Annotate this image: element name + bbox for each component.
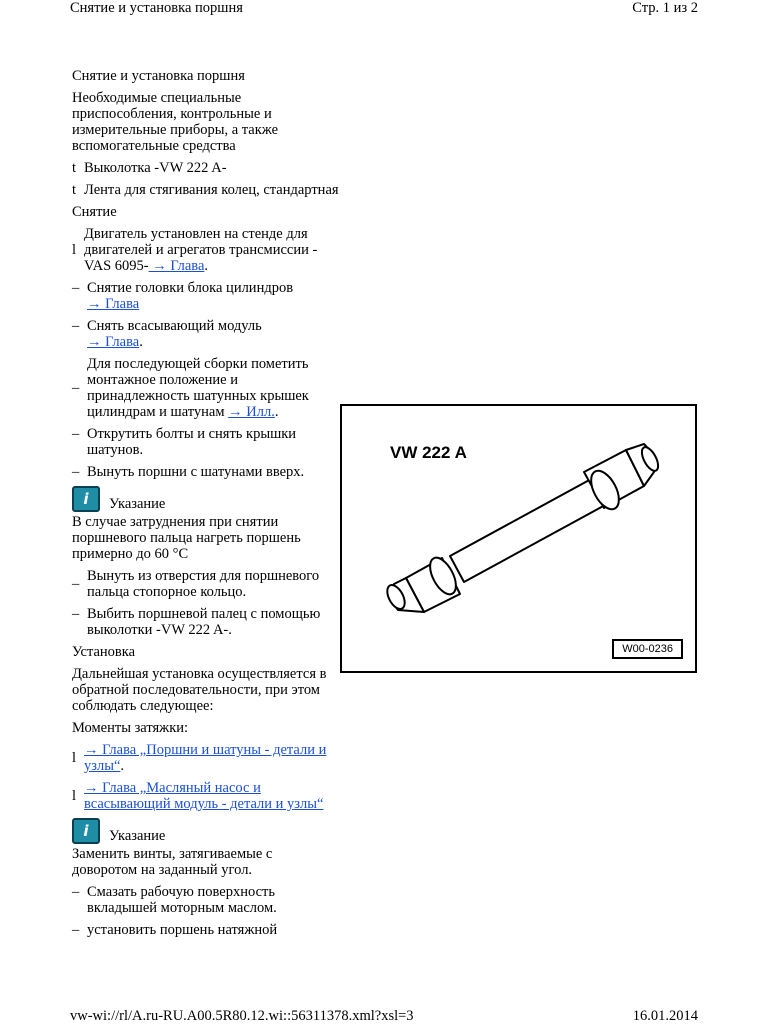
tools-intro: Необходимые специальные приспособления, контрольные и измерительные приборы, а также вспомогательные средства (72, 90, 279, 154)
chapter-link[interactable]: → Глава „Масляный насос и всасывающий модуль - детали и узлы“ (84, 780, 324, 812)
step-text: Для последующей сборки пометить монтажное положение и принадлежность шатунных крышек цилиндрам и шатунам (87, 356, 309, 420)
info-icon: i (72, 486, 100, 512)
torque-item (72, 742, 340, 774)
step-text: Открутить болты и снять крышки шатунов. (87, 426, 297, 458)
chapter-link[interactable]: → Глава (87, 296, 140, 312)
step-item (72, 426, 340, 458)
dash-marker: – (72, 318, 80, 334)
step-item (72, 464, 340, 480)
note-label: Указание (109, 828, 166, 844)
tool-text: Выколотка -VW 222 A- (84, 160, 227, 176)
illustration-link[interactable]: → Илл. (228, 404, 275, 420)
info-icon: i (72, 818, 100, 844)
step-item (72, 356, 340, 420)
figure-code: W00-0236 (612, 639, 683, 659)
period: . (274, 404, 279, 420)
install-intro: Дальнейшая установка осуществляется в обратной последовательности, при этом соблюдать следующее: (72, 666, 327, 714)
step-item (72, 226, 340, 274)
note-header (72, 486, 340, 512)
dash-marker: – (72, 426, 80, 442)
chapter-link[interactable]: → Глава „Поршни и шатуны - детали и узлы“ (84, 742, 327, 774)
dash-marker: – (72, 606, 80, 622)
period: . (204, 258, 209, 274)
step-item (72, 568, 340, 600)
step-text: Смазать рабочую поверхность вкладышей моторным маслом. (87, 884, 277, 916)
dash-marker: – (72, 380, 80, 396)
bullet-marker: l (72, 788, 77, 804)
bullet-marker: l (72, 750, 77, 766)
chapter-link[interactable]: → Глава (148, 258, 205, 274)
footer-date: 16.01.2014 (632, 1008, 698, 1024)
header-page-number: Стр. 1 из 2 (632, 0, 698, 16)
dash-marker: – (72, 464, 80, 480)
torque-item (72, 780, 340, 812)
note-header (72, 818, 340, 844)
note-text: Заменить винты, затягиваемые с доворотом на заданный угол. (72, 846, 273, 878)
figure-label: VW 222 A (390, 443, 467, 462)
doc-title: Снятие и установка поршня (72, 68, 245, 84)
dash-marker: – (72, 576, 80, 592)
bullet-marker: l (72, 242, 77, 258)
tool-item (72, 160, 340, 176)
step-item (72, 606, 340, 638)
header-title: Снятие и установка поршня (70, 0, 243, 16)
step-item (72, 922, 340, 938)
step-item (72, 884, 340, 916)
note-label: Указание (109, 496, 166, 512)
tool-illustration (340, 404, 697, 673)
step-text: Вынуть поршни с шатунами вверх. (87, 464, 305, 480)
install-heading: Установка (72, 644, 136, 660)
document-body (72, 68, 340, 944)
tool-text: Лента для стягивания колец, стандартная (84, 182, 339, 198)
step-text: Вынуть из отверстия для поршневого пальца стопорное кольцо. (87, 568, 320, 600)
period: . (139, 334, 143, 350)
step-item (72, 318, 340, 350)
dash-marker: – (72, 280, 80, 296)
step-text: Снять всасывающий модуль (87, 318, 262, 334)
note-text: В случае затруднения при снятии поршневого пальца нагреть поршень примерно до 60 °C (72, 514, 301, 562)
dash-marker: – (72, 884, 80, 900)
step-text: Снятие головки блока цилиндров (87, 280, 294, 296)
period: . (120, 758, 125, 774)
chapter-link[interactable]: → Глава (87, 334, 140, 350)
bullet-marker: t (72, 160, 77, 176)
footer-url: vw-wi://rl/A.ru-RU.A00.5R80.12.wi::56311378.xml?xsl=3 (70, 1008, 414, 1024)
step-text: установить поршень натяжной (87, 922, 278, 938)
tool-item (72, 182, 340, 198)
torque-heading: Моменты затяжки: (72, 720, 189, 736)
step-text: Двигатель установлен на стенде для двигателей и агрегатов трансмиссии -VAS 6095- (84, 226, 318, 274)
bullet-marker: t (72, 182, 77, 198)
step-text: Выбить поршневой палец с помощью выколотки -VW 222 A-. (87, 606, 321, 638)
step-item (72, 280, 340, 312)
removal-heading: Снятие (72, 204, 117, 220)
dash-marker: – (72, 922, 80, 938)
